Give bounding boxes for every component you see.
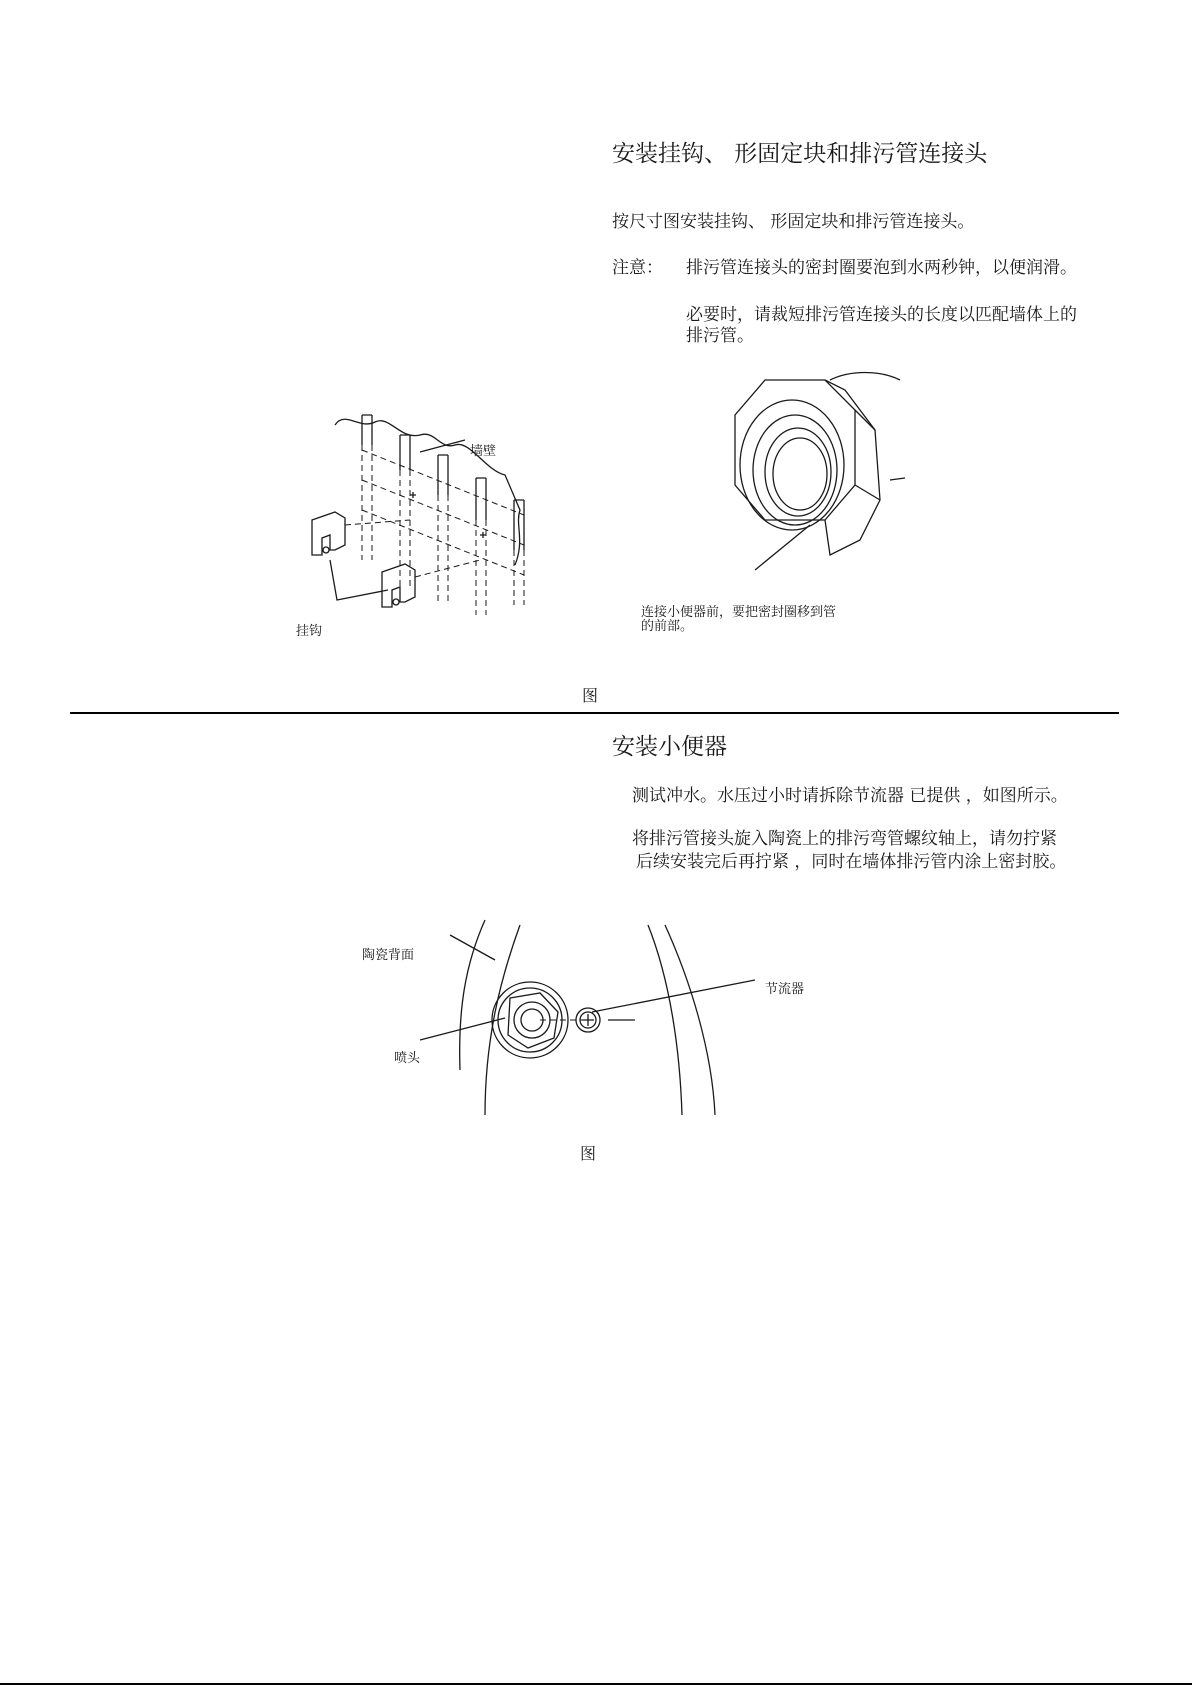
nozzle-restrictor-illustration: [430, 920, 760, 1120]
pipe-connector-illustration: [730, 360, 910, 590]
label-wall: 墙壁: [470, 444, 497, 459]
note-1: 排污管连接头的密封圈要泡到水两秒钟，以便润滑。: [686, 258, 1077, 278]
label-nozzle: 喷头: [394, 1051, 421, 1066]
figure-label-2: 图: [580, 1144, 597, 1163]
note-2-line-1: 必要时，请裁短排污管连接头的长度以匹配墙体上的: [686, 305, 1077, 325]
wall-hooks-illustration: [290, 400, 560, 640]
section1-title: 安装挂钩、 形固定块和排污管连接头: [612, 141, 988, 167]
label-hook: 挂钩: [296, 624, 323, 639]
label-flow-restrictor: 节流器: [765, 982, 805, 997]
figure-label-1: 图: [582, 686, 599, 705]
note-label: 注意：: [612, 258, 663, 278]
section2-para-1: 测试冲水。水压过小时请拆除节流器 已提供 ，如图所示。: [632, 786, 1068, 806]
caption-line-2: 的前部。: [641, 619, 694, 634]
section2-para-2-line-1: 将排污管接头旋入陶瓷上的排污弯管螺纹轴上，请勿拧紧: [632, 829, 1057, 849]
section-divider: [70, 712, 1119, 714]
label-ceramic-back: 陶瓷背面: [362, 948, 415, 963]
section1-instruction: 按尺寸图安装挂钩、 形固定块和排污管连接头。: [612, 212, 975, 232]
note-2-line-2: 排污管。: [686, 326, 754, 346]
section2-para-2-line-2: 后续安装完后再拧紧 ，同时在墙体排污管内涂上密封胶。: [636, 852, 1067, 872]
section2-title: 安装小便器: [612, 734, 727, 760]
caption-line-1: 连接小便器前，要把密封圈移到管: [641, 605, 837, 620]
